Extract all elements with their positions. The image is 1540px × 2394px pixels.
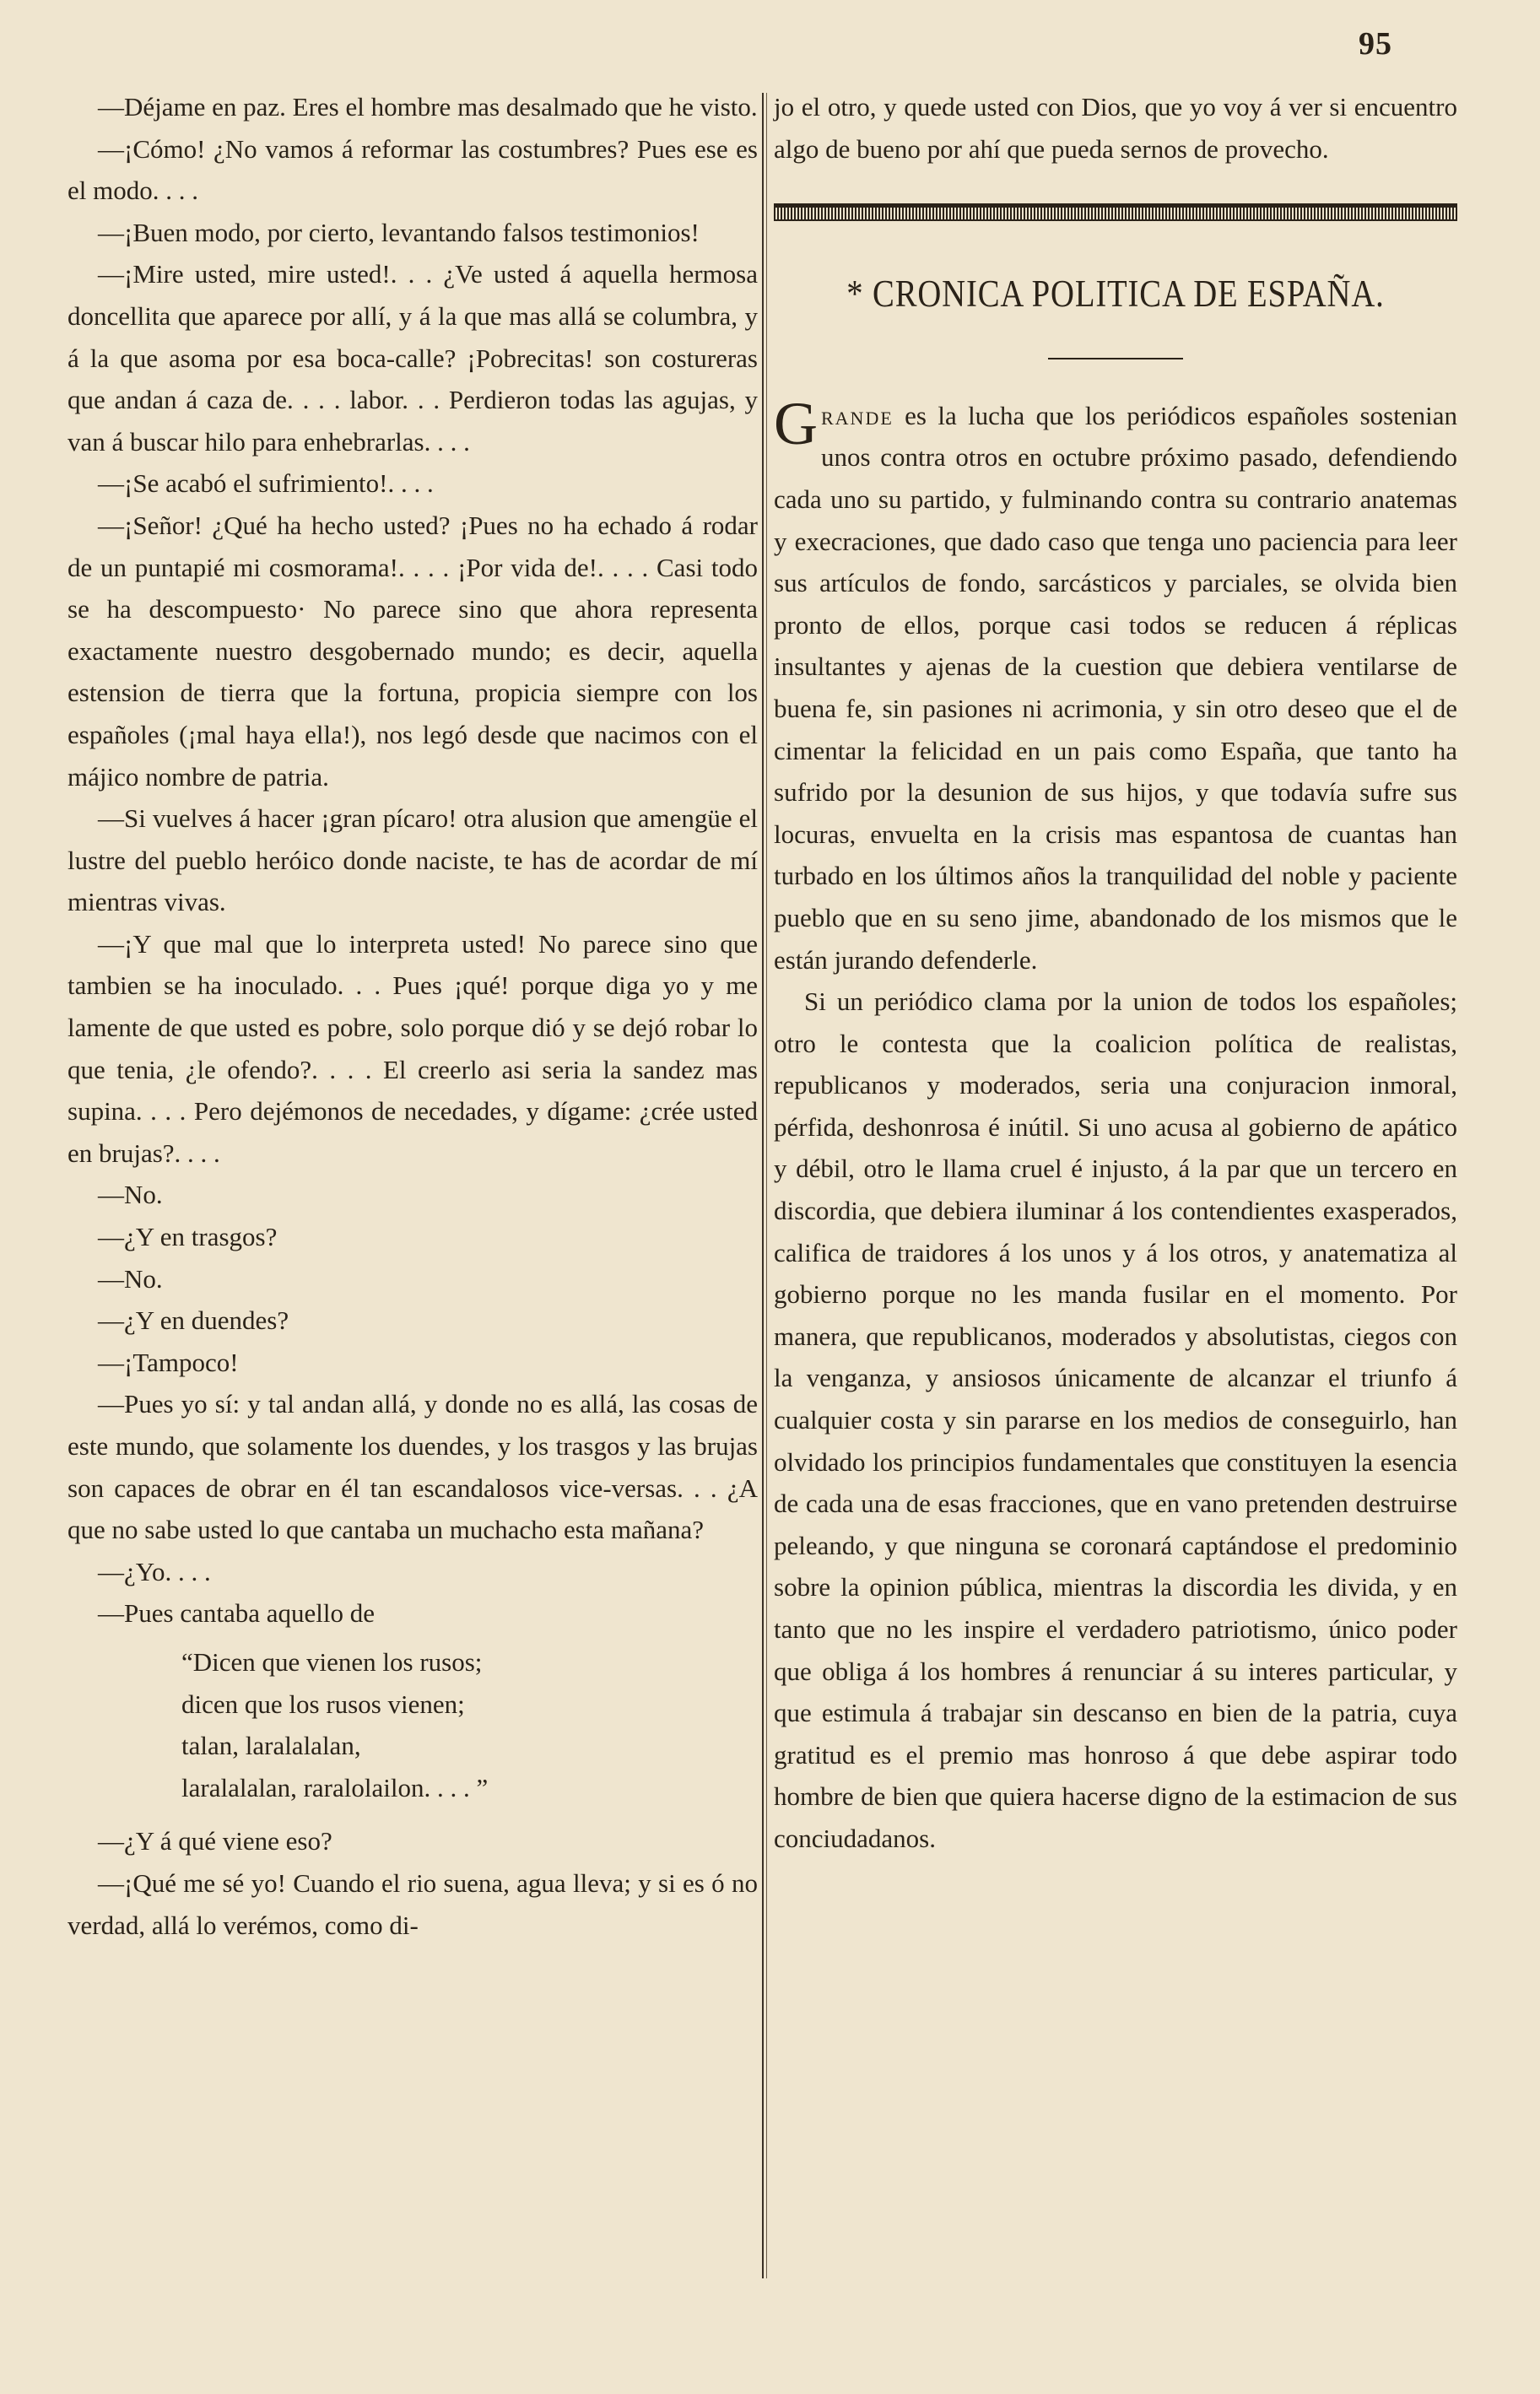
- right-column-paragraphs: [774, 389, 1457, 1860]
- paragraph: Si un periódico clama por la union de todos los españoles; otro le contesta que la coalicion política de realistas, republicanos y moderados, seria una conjuracion inmoral, pérfida, deshonrosa é inútil. Si uno acusa al gobierno de apático y débil, otro le llama cruel é injusto, á la par que un tercero en discordia, que debiera iluminar á los contendientes exasperados, califica de traidores á los unos y á los otros, y anatematiza al gobierno porque no les manda fusilar en el momento. Por manera, que republicanos, moderados y absolutistas, ciegos con la venganza, y ansiosos únicamente de alcanzar el triunfo á cualquier costa y sin pararse en los medios de conseguirlo, han olvidado los principios fundamentales que constituyen la esencia de cada una de esas fracciones, que en vano pretenden destruirse peleando, y que ninguna se coronará captándose el predominio sobre la opinion pública, mientras la discordia les divida, y en tanto que no les inspire el verdadero patriotismo, único poder que obliga á los hombres á renunciar á su interes particular, y que estimula á trabajar sin descanso en bien de la patria, cuya gratitud es el premio mas honroso á que debe aspirar todo hombre de bien que quiera hacerse digno de la estimacion de sus conciudadanos.: [774, 986, 1457, 1853]
- column-divider: [762, 93, 764, 2278]
- paragraph: —Déjame en paz. Eres el hombre mas desalmado que he visto.: [98, 92, 758, 122]
- paragraph: —No.: [98, 1180, 163, 1210]
- paragraph: —¿Yo. . . .: [98, 1556, 211, 1586]
- smallcaps-lead: rande: [821, 400, 894, 430]
- drop-cap: G: [774, 389, 818, 457]
- paragraph: —¡Señor! ¿Qué ha hecho usted? ¡Pues no ha echado á rodar de un puntapié mi cosmorama!. . . . ¡Por vida de!. . . . Casi todo se ha descompuesto· No parece sino que ahora representa exactamente nuestro desgobernado mundo; es decir, aquella estension de tierra que la fortuna, propicia siempre con los españoles (¡mal haya ella!), nos legó desde que nacimos con el májico nombre de patria.: [68, 510, 758, 792]
- left-column: [68, 86, 758, 1946]
- paragraph-text: es la lucha que los periódicos españoles sostenian unos contra otros en octubre próximo pasado, defendiendo cada uno su partido, y fulminando contra su contrario anatemas y execraciones, que dado caso que tenga uno paciencia para leer sus artículos de fondo, sarcásticos y parciales, se olvida bien pronto de ellos, porque casi todos se reducen á réplicas insultantes y ajenas de la cuestion que debiera ventilarse de buena fe, sin pasiones ni acrimonia, y sin otro deseo que el de cimentar la felicidad en un pais como España, que tanto ha sufrido por la desunion de sus hijos, y que todavía sufre sus locuras, envuelta en la crisis mas espantosa de cuantas han turbado en los últimos años la tranquilidad del noble y paciente pueblo que en su seno jime, abandonado de los mismos que le están jurando defenderle.: [774, 400, 1457, 975]
- paragraph: —¡Y que mal que lo interpreta usted! No parece sino que tambien se ha inoculado. . . Pues ¡qué! porque diga yo y me lamente de que usted es pobre, solo porque dió y se dejó robar lo que tenia, ¿le ofendo?. . . . El creerlo asi seria la sandez mas supina. . . . Pero dejémonos de necedades, y dígame: ¿crée usted en brujas?. . . .: [68, 928, 758, 1168]
- paragraph: —¡Mire usted, mire usted!. . . ¿Ve usted á aquella hermosa doncellita que aparece por allí, y á la que mas allá se columbra, y á la que asoma por esa boca-calle? ¡Pobrecitas! son costureras que andan á caza de. . . . labor. . . Perdieron todas las agujas, y van á buscar hilo para enhebrarlas. . . .: [68, 259, 758, 457]
- title-underline-rule: [1048, 358, 1183, 359]
- left-column-paragraphs: [68, 86, 758, 1635]
- verse-line: laralalalan, raralolailon. . . . ”: [181, 1772, 489, 1802]
- column-divider-secondary: [766, 93, 767, 2278]
- right-column-intro: jo el otro, y quede usted con Dios, que yo voy á ver si encuentro algo de bueno por ahí que pueda sernos de provecho.: [774, 92, 1457, 164]
- right-column: [774, 86, 1457, 1860]
- paragraph: —¡Buen modo, por cierto, levantando falsos testimonios!: [98, 217, 700, 247]
- paragraph: —¿Y en trasgos?: [98, 1222, 278, 1252]
- paragraph: —¿Y á qué viene eso?: [98, 1826, 332, 1856]
- left-column-paragraphs-after: [68, 1820, 758, 1946]
- paragraph: —No.: [98, 1263, 163, 1294]
- paragraph: —¡Qué me sé yo! Cuando el rio suena, agua lleva; y si es ó no verdad, allá lo verémos, como di-: [68, 1867, 758, 1940]
- paragraph: —¡Tampoco!: [98, 1347, 239, 1377]
- paragraph: —¡Cómo! ¿No vamos á reformar las costumbres? Pues ese es el modo. . . .: [68, 133, 758, 206]
- verse-quote: [68, 1641, 758, 1808]
- paragraph: [774, 389, 1457, 981]
- verse-line: talan, laralalalan,: [181, 1731, 361, 1761]
- section-separator-rule: [774, 203, 1457, 221]
- verse-line: dicen que los rusos vienen;: [181, 1689, 465, 1719]
- paragraph: —Pues cantaba aquello de: [98, 1598, 375, 1629]
- verse-line: “Dicen que vienen los rusos;: [181, 1646, 483, 1677]
- paragraph: —Pues yo sí: y tal andan allá, y donde no es allá, las cosas de este mundo, que solamente los duendes, y los trasgos y las brujas son capaces de obrar en él tan escandalosos vice-versas. . . ¿A que no sabe usted lo que cantaba un muchacho esta mañana?: [68, 1389, 758, 1545]
- section-title: * CRONICA POLITICA DE ESPAÑA.: [846, 273, 1385, 316]
- paragraph: —Si vuelves á hacer ¡gran pícaro! otra alusion que amengüe el lustre del pueblo heróico donde naciste, te has de acordar de mí mientras vivas.: [68, 803, 758, 917]
- paragraph: —¿Y en duendes?: [98, 1305, 289, 1336]
- paragraph: —¡Se acabó el sufrimiento!. . . .: [98, 468, 434, 499]
- page-number: 95: [1359, 26, 1392, 62]
